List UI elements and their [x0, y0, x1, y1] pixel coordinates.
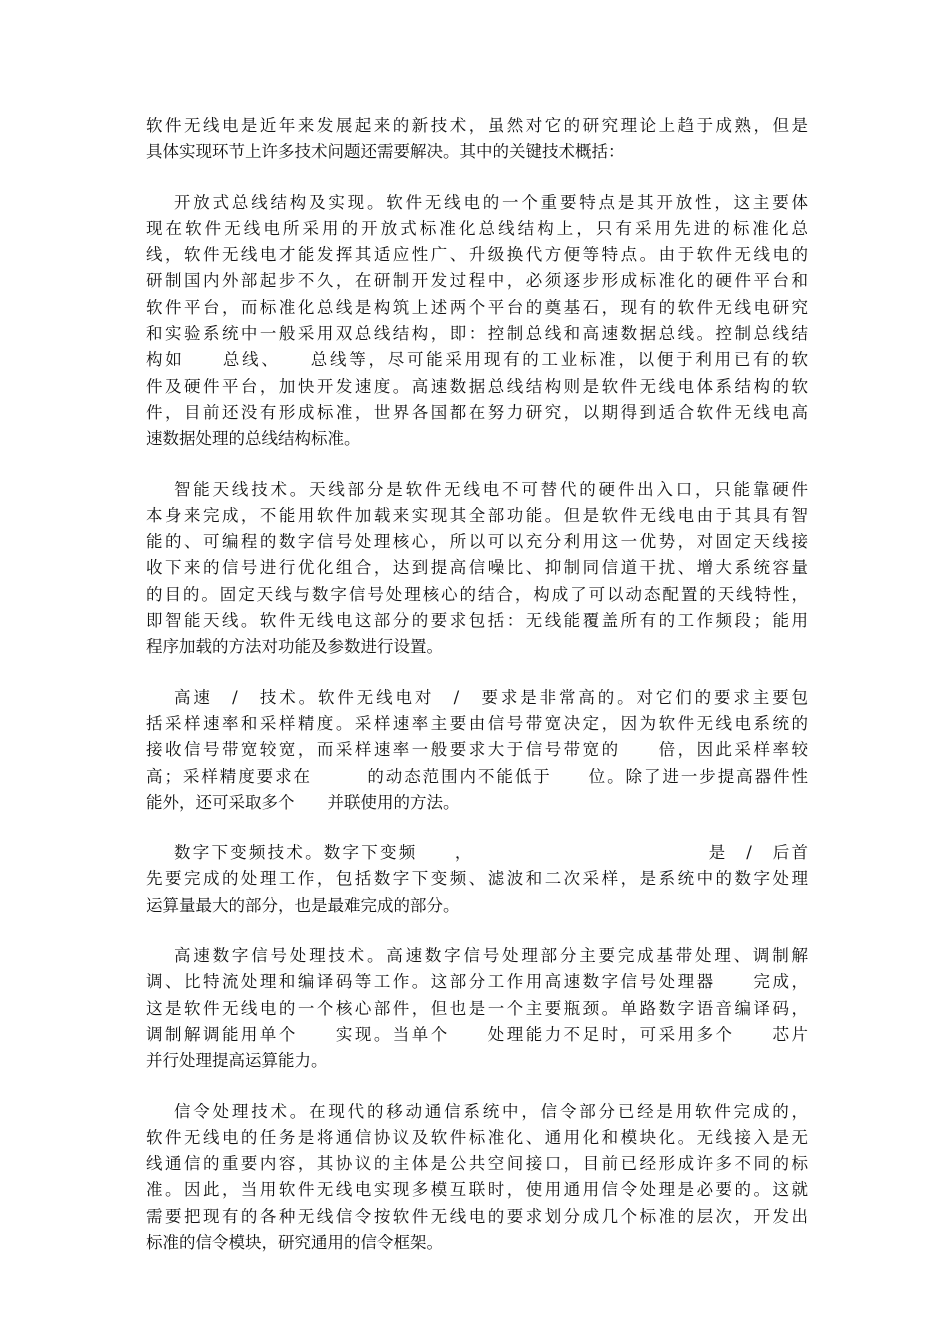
- document-body: [146, 113, 808, 1280]
- paragraph: [146, 190, 808, 453]
- paragraph-line: 标准的信令模块，研究通用的信令框架。: [146, 1232, 443, 1252]
- paragraph-line: 并行处理提高运算能力。: [146, 1051, 328, 1071]
- paragraph-line: 即智能天线。软件无线电这部分的要求包括：无线能覆盖所有的工作频段；能用: [146, 611, 808, 631]
- paragraph-line: 和实验系统中一般采用双总线结构，即：控制总线和高速数据总线。控制总线结: [146, 324, 808, 344]
- paragraph-line: 开放式总线结构及实现。软件无线电的一个重要特点是其开放性，这主要体: [174, 192, 808, 212]
- paragraph-line: 运算量最大的部分，也是最难完成的部分。: [146, 895, 460, 915]
- paragraph-line: 接收信号带宽较宽，而采样速率一般要求大于信号带宽的 倍，因此采样率较: [146, 740, 808, 760]
- paragraph: [146, 685, 808, 816]
- paragraph-line: 软件无线电是近年来发展起来的新技术，虽然对它的研究理论上趋于成熟，但是: [146, 116, 808, 135]
- paragraph-line: 智能天线技术。天线部分是软件无线电不可替代的硬件出入口，只能靠硬件: [174, 479, 808, 499]
- paragraph-line: 程序加载的方法对功能及参数进行设置。: [146, 637, 443, 657]
- paragraph-line: 速数据处理的总线结构标准。: [146, 429, 361, 449]
- paragraph-line: 软件无线电的任务是将通信协议及软件标准化、通用化和模块化。无线接入是无: [146, 1127, 808, 1147]
- paragraph-line: 括采样速率和采样精度。采样速率主要由信号带宽决定，因为软件无线电系统的: [146, 713, 808, 733]
- paragraph-line: 先要完成的处理工作，包括数字下变频、滤波和二次采样，是系统中的数字处理: [146, 869, 808, 889]
- paragraph-line: 调制解调能用单个 实现。当单个 处理能力不足时，可采用多个 芯片: [146, 1024, 808, 1044]
- paragraph: [146, 113, 808, 166]
- paragraph-line: 需要把现有的各种无线信令按软件无线电的要求划分成几个标准的层次，开发出: [146, 1206, 808, 1226]
- paragraph-line: 调、比特流处理和编译码等工作。这部分工作用高速数字信号处理器 完成，: [146, 972, 808, 992]
- paragraph-line: 具体实现环节上许多技术问题还需要解决。其中的关键技术概括：: [146, 142, 625, 162]
- paragraph-line: 高速 / 技术。软件无线电对 / 要求是非常高的。对它们的要求主要包: [174, 687, 808, 707]
- paragraph-line: 现在软件无线电所采用的开放式标准化总线结构上，只有采用先进的标准化总: [146, 218, 808, 238]
- paragraph: [146, 1099, 808, 1257]
- paragraph-line: 本身来完成，不能用软件加载来实现其全部功能。但是软件无线电由于其具有智: [146, 505, 808, 525]
- paragraph-line: 数字下变频技术。数字下变频 ， 是 / 后首: [174, 843, 808, 863]
- paragraph-line: 信令处理技术。在现代的移动通信系统中，信令部分已经是用软件完成的，: [174, 1101, 808, 1121]
- paragraph-line: 构如 总线、 总线等，尽可能采用现有的工业标准，以便于利用已有的软: [146, 350, 808, 370]
- paragraph-line: 的目的。固定天线与数字信号处理核心的结合，构成了可以动态配置的天线特性，: [146, 584, 808, 604]
- paragraph: [146, 477, 808, 661]
- paragraph: [146, 840, 808, 919]
- paragraph: [146, 943, 808, 1074]
- paragraph-line: 高速数字信号处理技术。高速数字信号处理部分主要完成基带处理、调制解: [174, 946, 808, 966]
- paragraph-line: 这是软件无线电的一个核心部件，但也是一个主要瓶颈。单路数字语音编译码，: [146, 998, 808, 1018]
- paragraph-line: 收下来的信号进行优化组合，达到提高信噪比、抑制同信道干扰、增大系统容量: [146, 558, 808, 578]
- paragraph-line: 研制国内外部起步不久，在研制开发过程中，必须逐步形成标准化的硬件平台和: [146, 271, 808, 291]
- paragraph-line: 能的、可编程的数字信号处理核心，所以可以充分利用这一优势，对固定天线接: [146, 532, 808, 552]
- paragraph-line: 软件平台，而标准化总线是构筑上述两个平台的奠基石，现有的软件无线电研究: [146, 297, 808, 317]
- paragraph-line: 准。因此，当用软件无线电实现多模互联时，使用通用信令处理是必要的。这就: [146, 1180, 808, 1200]
- paragraph-line: 高；采样精度要求在 的动态范围内不能低于 位。除了进一步提高器件性: [146, 766, 808, 786]
- paragraph-line: 线通信的重要内容，其协议的主体是公共空间接口，目前已经形成许多不同的标: [146, 1154, 808, 1174]
- paragraph-line: 能外，还可采取多个 并联使用的方法。: [146, 792, 460, 812]
- paragraph-line: 件及硬件平台，加快开发速度。高速数据总线结构则是软件无线电体系结构的软: [146, 376, 808, 396]
- paragraph-line: 件，目前还没有形成标准，世界各国都在努力研究，以期得到适合软件无线电高: [146, 402, 808, 422]
- paragraph-line: 线，软件无线电才能发挥其适应性广、升级换代方便等特点。由于软件无线电的: [146, 245, 808, 265]
